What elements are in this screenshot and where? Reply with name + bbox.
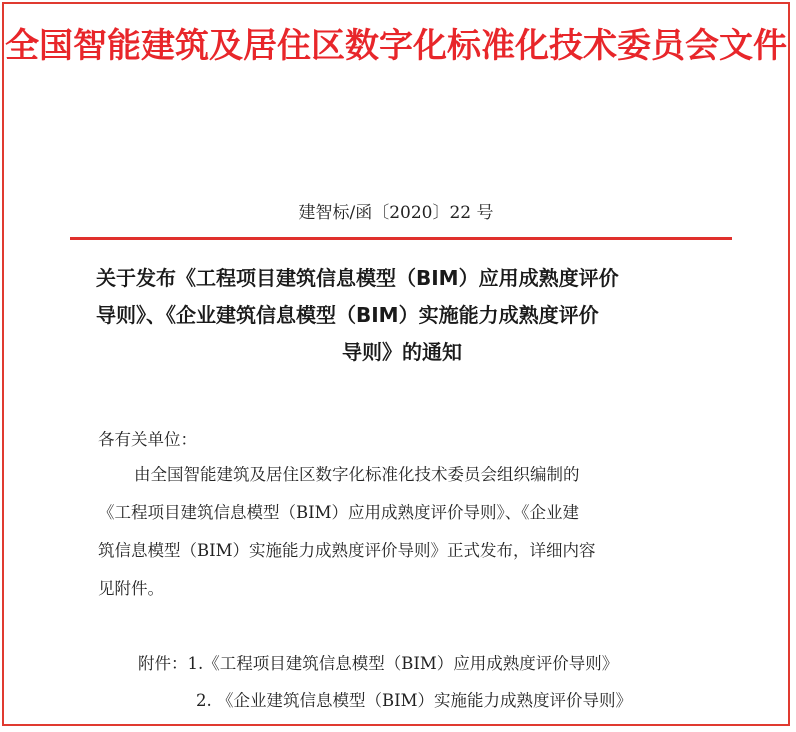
attachment-item-2 (138, 682, 758, 719)
attachment-index: 2. (196, 691, 212, 710)
body-line-1: 由全国智能建筑及居住区数字化标准化技术委员会组织编制的 (134, 465, 580, 484)
document-number: 建智标/函〔2020〕22 号 (298, 203, 494, 223)
red-divider-line (70, 237, 732, 240)
document-frame (2, 2, 790, 726)
title-line-2: 导则》、《企业建筑信息模型（BIM）实施能力成熟度评价 (96, 303, 599, 327)
attachments-list (138, 645, 758, 719)
document-title (64, 260, 740, 371)
attachment-item-1 (138, 645, 758, 682)
body-paragraph (98, 456, 728, 608)
attachment-index: 1. (187, 654, 204, 673)
body-line-2: 《工程项目建筑信息模型（BIM）应用成熟度评价导则》、《企业建 (98, 503, 580, 522)
salutation: 各有关单位： (98, 430, 197, 449)
body-line-4: 见附件。 (98, 579, 164, 598)
body-line-3: 筑信息模型（BIM）实施能力成熟度评价导则》正式发布，详细内容 (98, 541, 596, 560)
attachments-label: 附件： (138, 654, 188, 673)
title-line-3: 导则》的通知 (342, 340, 462, 364)
attachment-name: 《工程项目建筑信息模型（BIM）应用成熟度评价导则》 (203, 654, 619, 673)
title-line-1: 关于发布《工程项目建筑信息模型（BIM）应用成熟度评价 (96, 266, 619, 290)
issuing-organization-header: 全国智能建筑及居住区数字化标准化技术委员会文件 (5, 26, 787, 66)
attachment-name: 《企业建筑信息模型（BIM）实施能力成熟度评价导则》 (217, 691, 633, 710)
